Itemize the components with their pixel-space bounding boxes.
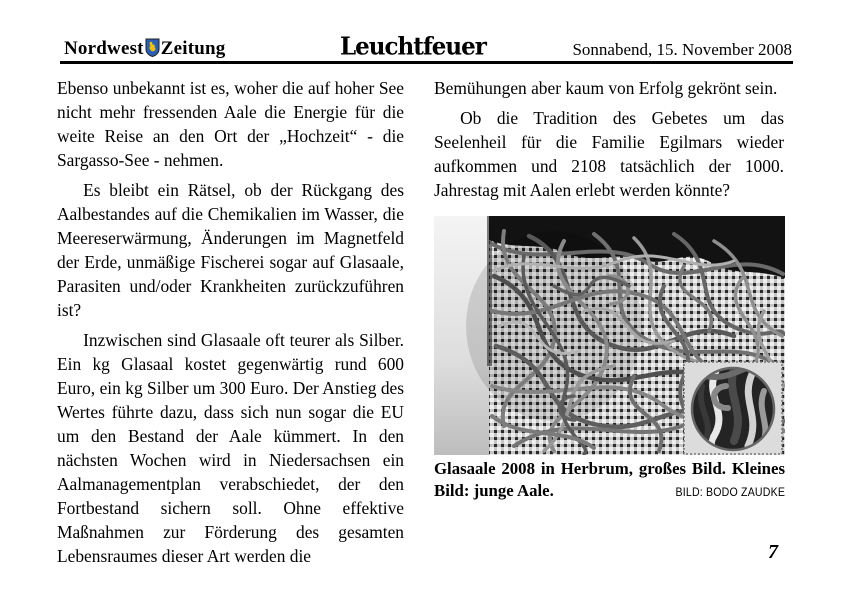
header-rule [60, 61, 793, 64]
figure [434, 216, 785, 504]
paragraph: Bemühungen aber kaum von Erfolg gekrönt sein. [434, 78, 778, 98]
figure-caption-line2-text: Bild: junge Aale. [434, 481, 554, 500]
figure-caption-line2 [434, 480, 785, 504]
masthead-name-right: Zeitung [160, 38, 226, 59]
paragraph: Inzwischen sind Glasaale oft teurer als Silber. Ein kg Glasaal kostet gegenwärtig rund 600 Euro, ein kg Silber um 300 Euro. Der Anstieg des Wertes führte dazu, dass sich nun sogar die EU um den Bestand der Aale kümmert. In den nächsten Wochen wird in Niedersachsen ein Aalmanagementplan verabschiedet, der den Fortbestand sichern soll. Ohne effektive Maßnahmen zur Förderung des gesamten Lebensraumes dieser Art werden die [57, 330, 404, 566]
paragraph: Ebenso unbekannt ist es, woher die auf hoher See nicht mehr fressenden Aale die Energie für die weite Reise an den Ort der „Hochzeit“ - die Sargasso-See - nehmen. [57, 78, 404, 170]
section-title: Leuchtfeuer [340, 32, 486, 61]
masthead-name-left: Nordwest [64, 38, 144, 59]
paragraph: Es bleibt ein Rätsel, ob der Rückgang des Aalbestandes auf die Chemikalien im Wasser, die Meereserwärmung, Änderungen im Magnetfeld der Erde, unmäßige Fischerei sogar auf Glasaale, Parasiten und/oder Krankheiten zurückzuführen ist? [57, 180, 404, 320]
glass-eels-photo [434, 216, 785, 455]
newspaper-masthead [64, 38, 225, 63]
paragraph: Ob die Tradition des Gebetes um das Seelenheil für die Familie Egilmars wieder aufkommen und 2108 tatsächlich der 1000. Jahrestag mit Aalen erlebt werden könnte? [434, 108, 784, 200]
article-column-right [434, 76, 784, 504]
photo-credit: BILD: BODO ZAUDKE [675, 487, 785, 499]
young-eels-inset [684, 362, 782, 455]
page-number: 7 [768, 541, 778, 563]
figure-caption-line1: Glasaale 2008 in Herbrum, großes Bild. Kleines [434, 459, 785, 478]
article-column-left [57, 76, 404, 574]
nwz-crest-icon [145, 38, 160, 63]
issue-date: Sonnabend, 15. November 2008 [572, 40, 792, 59]
